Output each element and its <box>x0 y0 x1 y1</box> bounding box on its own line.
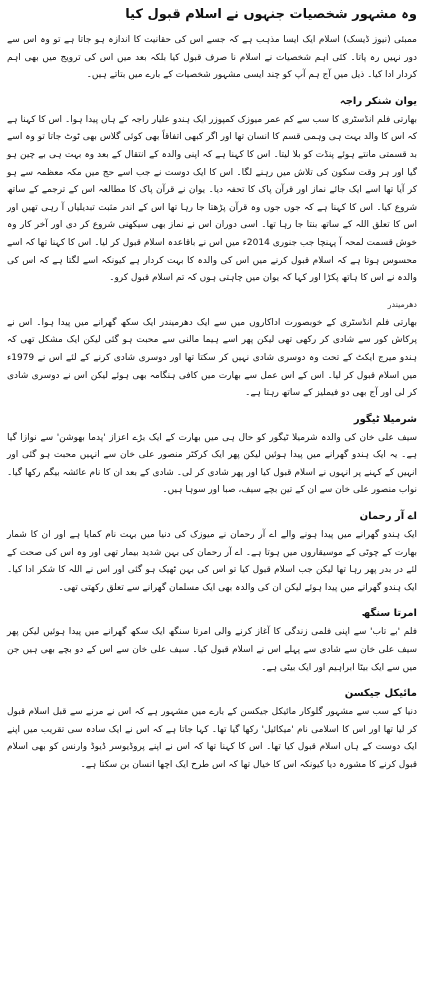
section-heading: شرمیلا ٹیگور <box>353 413 417 425</box>
section-heading: دھرمیندر <box>387 299 417 309</box>
section-dharmendra <box>7 297 417 403</box>
section-body: ایک ہندو گھرانے میں پیدا ہونے والے اے آر رحمان نے میوزک کی دنیا میں بہت نام کمایا ہے اور ان کا شمار بھارت کے چوٹی کے موسیقاروں میں ہوتا ہے۔ اے آر رحمان کی بہن شدید بیمار تھی اور وہ اس کی صحت کے لئے در بدر پھر رہا تھا لیکن جب اسلام قبول کیا تو اس کی بہن ٹھیک ہو گئی اور اس نے اللہ کا شکر ادا کیا۔ ایک ہندو گھرانے میں پیدا ہوئے لیکن ان کی والدہ بھی ایک مسلمان گھرانے سے تعلق رکھتی تھی۔ <box>7 530 417 593</box>
section-ar-rahman <box>7 509 417 597</box>
section-sharmila <box>7 412 417 500</box>
section-body: فلم 'بے تاب' سے اپنی فلمی زندگی کا آغاز کرنے والی امرتا سنگھ ایک سکھ گھرانے میں پیدا ہوئیں لیکن پھر سیف علی خان سے شادی سے پہلے اس نے اسلام قبول کیا۔ سیف علی خان سے اس کے دو بچے بھی ہیں جن میں سے ایک بیٹا ابراہیم اور ایک بیٹی ہے۔ <box>7 627 417 673</box>
section-body: بھارتی فلم انڈسٹری کے خوبصورت اداکاروں میں سے ایک دھرمیندر ایک سکھ گھرانے میں پیدا ہوا۔ اس نے پرکاش کور سے شادی کر رکھی تھی لیکن پھر اسے ہیما مالنی سے محبت ہو گئی لیکن ایک مشکل تھی کہ ہندو میرج ایکٹ کے تحت وہ دوسری شادی نہیں کر سکتا تھا اور دوسری شادی کرنے کے لئے اس نے 1979ء میں اسلام قبول کر لیا۔ اس کے اس عمل سے بھارت میں کافی ہنگامہ بھی ہوئے لیکن اس نے دوسری شادی کر لی اور آج بھی دو فیملیز کے ساتھ رہتا ہے۔ <box>7 317 417 399</box>
section-amrita <box>7 606 417 677</box>
article-intro: ممبئی (نیوز ڈیسک) اسلام ایک ایسا مذہب ہے کہ جسے اس کی حقانیت کا اندازہ ہو جاتا ہے تو وہ اس سے دور نہیں رہ پاتا۔ کئی اہم شخصیات نے اسلام نا صرف قبول کیا بلکہ بعد میں اس کی ترویج میں بھی اہم کردار ادا کیا۔ ذیل میں آج ہم آپ کو چند ایسی مشہور شخصیات کے بارے میں بتاتے ہیں۔ <box>7 35 417 81</box>
section-body: بھارتی فلم انڈسٹری کا سب سے کم عمر میوزک کمپوزر ایک ہندو علیار راجہ کے ہاں پیدا ہوا۔ اس کا کہنا ہے کہ اس کا والد بہت ہی وہمی قسم کا انسان تھا اور اگر کبھی اتفاقاً بھی کوئی گلاس بھی ٹوٹ جاتا تو وہ اسے بد قسمتی مانتے ہوئے پنڈت کو بلا لیتا۔ اس کا کہنا ہے کہ اپنی والدہ کے انتقال کے بعد وہ بہت ہی بے چین ہو گیا اور ہر وقت سکون کی تلاش میں رہنے لگا۔ اس کا ایک دوست نے جب اسے حج میں مکہ معظمہ سے ہو کر آیا تھا اسے ایک جائے نماز اور قرآن پاک کا تحفہ دیا۔ یوان نے قرآن پاک کا مطالعہ اس کے ترجمے کے ساتھ شروع کیا۔ اس کا کہنا ہے کہ جوں جوں وہ قرآن پڑھتا جا رہا تھا اس کے اندر مثبت تبدیلیاں آ رہی تھیں اور اس کا تعلق اللہ کے ساتھ بنتا جا رہا تھا۔ اسی دوران اس نے نماز بھی سیکھنی شروع کر دی اور آخر کار وہ خوش قسمت لمحہ آ پہنچا جب جنوری 2014ء میں اس نے باقاعدہ اسلام قبول کر لیا۔ اس کا کہنا تھا کہ اسے محسوس ہوتا ہے کہ اسلام قبول کرنے میں اس کی والدہ کا بہت کردار ہے کیونکہ اسے لگتا ہے کہ اس کی والدہ نے اس کا ہاتھ پکڑا اور کہا کہ یوان میں چاہتی ہوں کہ تم اسلام قبول کرو۔ <box>7 114 417 284</box>
section-heading: مائیکل جیکسن <box>344 688 417 700</box>
section-body: دنیا کے سب سے مشہور گلوکار مائیکل جیکسن کے بارے میں مشہور ہے کہ اس نے مرنے سے قبل اسلام قبول کر لیا تھا اور اس کا اسلامی نام 'میکائیل' رکھا گیا تھا۔ کہا جاتا ہے کہ اس نے ایک سادہ سی تقریب میں اپنے ایک دوست کے ہاں اسلام قبول کیا تھا۔ اس کا کہنا تھا کہ اس نے اپنے پروڈیوسر ڈیوڈ وارنس کو بھی اسلام قبول کرنے کا مشورہ دیا کیونکہ اس کا خیال تھا کہ اس طرح ایک اچھا انسان بن سکتا ہے۔ <box>7 707 417 770</box>
section-heading: امرتا سنگھ <box>361 608 417 620</box>
article-title: وہ مشہور شخصیات جنہوں نے اسلام قبول کیا <box>125 7 417 22</box>
section-michael <box>7 686 417 774</box>
section-heading: یوان شنکر راجہ <box>339 95 417 107</box>
section-yuvan <box>7 94 417 288</box>
section-body: سیف علی خان کی والدہ شرمیلا ٹیگور کو حال ہی میں بھارت کے ایک بڑے اعزاز 'پدما بھوشن' سے نوازا گیا ہے۔ یہ ایک ہندو گھرانے میں پیدا ہوئیں لیکن پھر ایک کرکٹر منصور علی خان سے انہیں محبت ہو گئی اور انہیں کے کہنے پر انہوں نے اسلام قبول کیا اور پھر شادی کر لی۔ شادی کے بعد ان کا نام عائشہ بیگم رکھا گیا۔ نواب منصور علی خان سے ان کے تین بچے سیف، صبا اور سوہا ہیں۔ <box>7 432 417 496</box>
section-heading: اے آر رحمان <box>359 511 417 523</box>
